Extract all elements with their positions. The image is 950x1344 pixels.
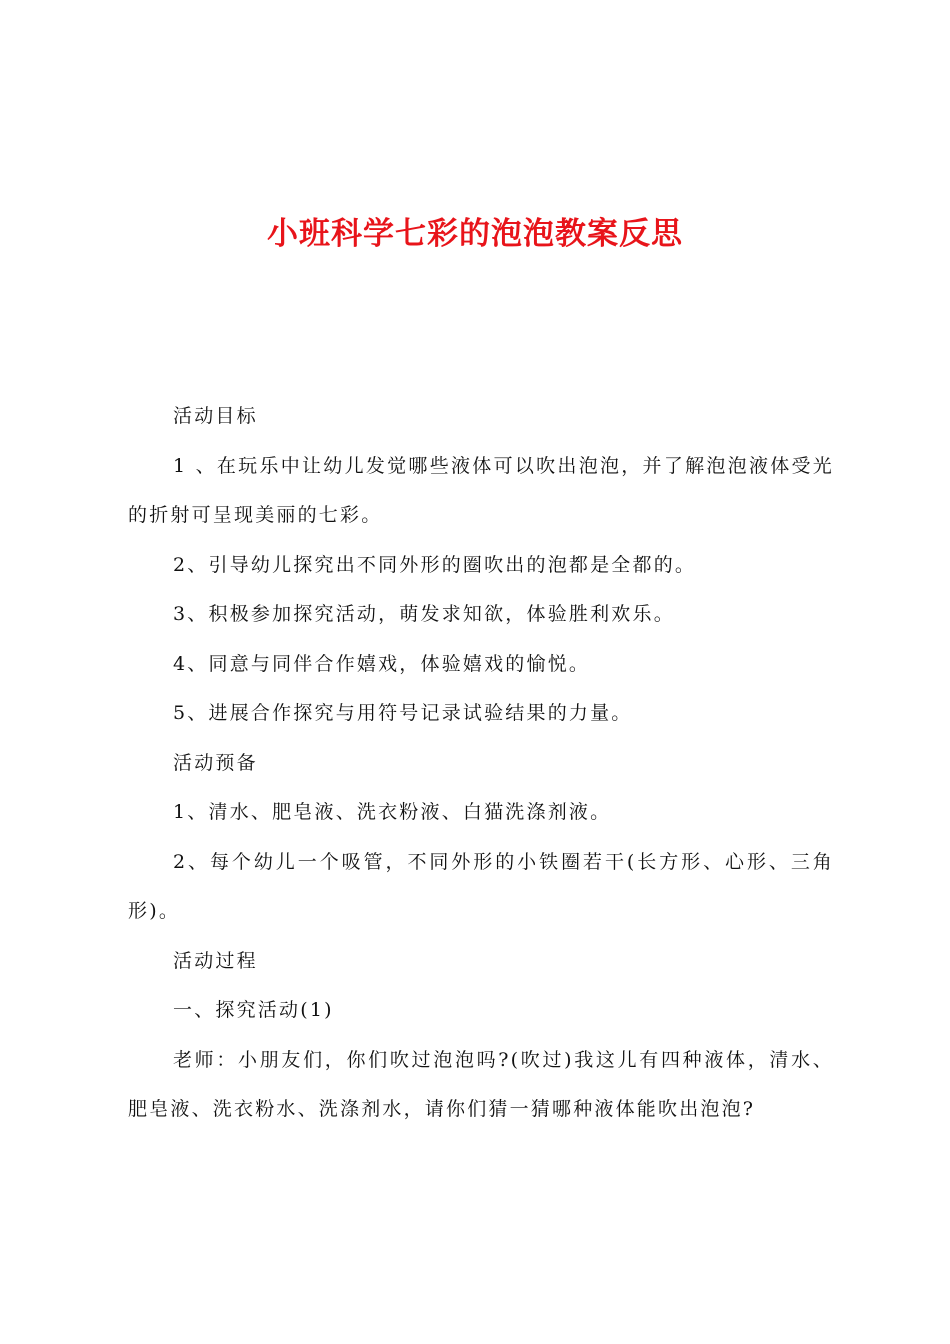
teacher-dialogue: 老师：小朋友们，你们吹过泡泡吗?(吹过)我这儿有四种液体，清水、肥皂液、洗衣粉水、洗涤剂水，请你们猜一猜哪种液体能吹出泡泡? xyxy=(128,1048,834,1120)
section-heading-process: 活动过程 xyxy=(173,949,258,972)
goal-item-1: 1 、在玩乐中让幼儿发觉哪些液体可以吹出泡泡，并了解泡泡液体受光的折射可呈现美丽的七彩。 xyxy=(128,454,834,526)
document-title: 小班科学七彩的泡泡教案反思 xyxy=(267,216,683,252)
preparation-item-1: 1、清水、肥皂液、洗衣粉液、白猫洗涤剂液。 xyxy=(173,801,612,823)
goal-item-5: 5、进展合作探究与用符号记录试验结果的力量。 xyxy=(173,702,633,724)
process-step-1: 一、探究活动(1) xyxy=(173,999,334,1021)
goal-item-2: 2、引导幼儿探究出不同外形的圈吹出的泡都是全都的。 xyxy=(173,553,697,576)
section-heading-preparation: 活动预备 xyxy=(173,751,258,774)
preparation-item-2: 2、每个幼儿一个吸管，不同外形的小铁圈若干(长方形、心形、三角形)。 xyxy=(128,850,834,922)
section-heading-goals: 活动目标 xyxy=(173,405,258,427)
goal-item-4: 4、同意与同伴合作嬉戏，体验嬉戏的愉悦。 xyxy=(173,652,591,675)
goal-item-3: 3、积极参加探究活动，萌发求知欲，体验胜利欢乐。 xyxy=(173,603,675,625)
document-body xyxy=(128,392,834,1135)
